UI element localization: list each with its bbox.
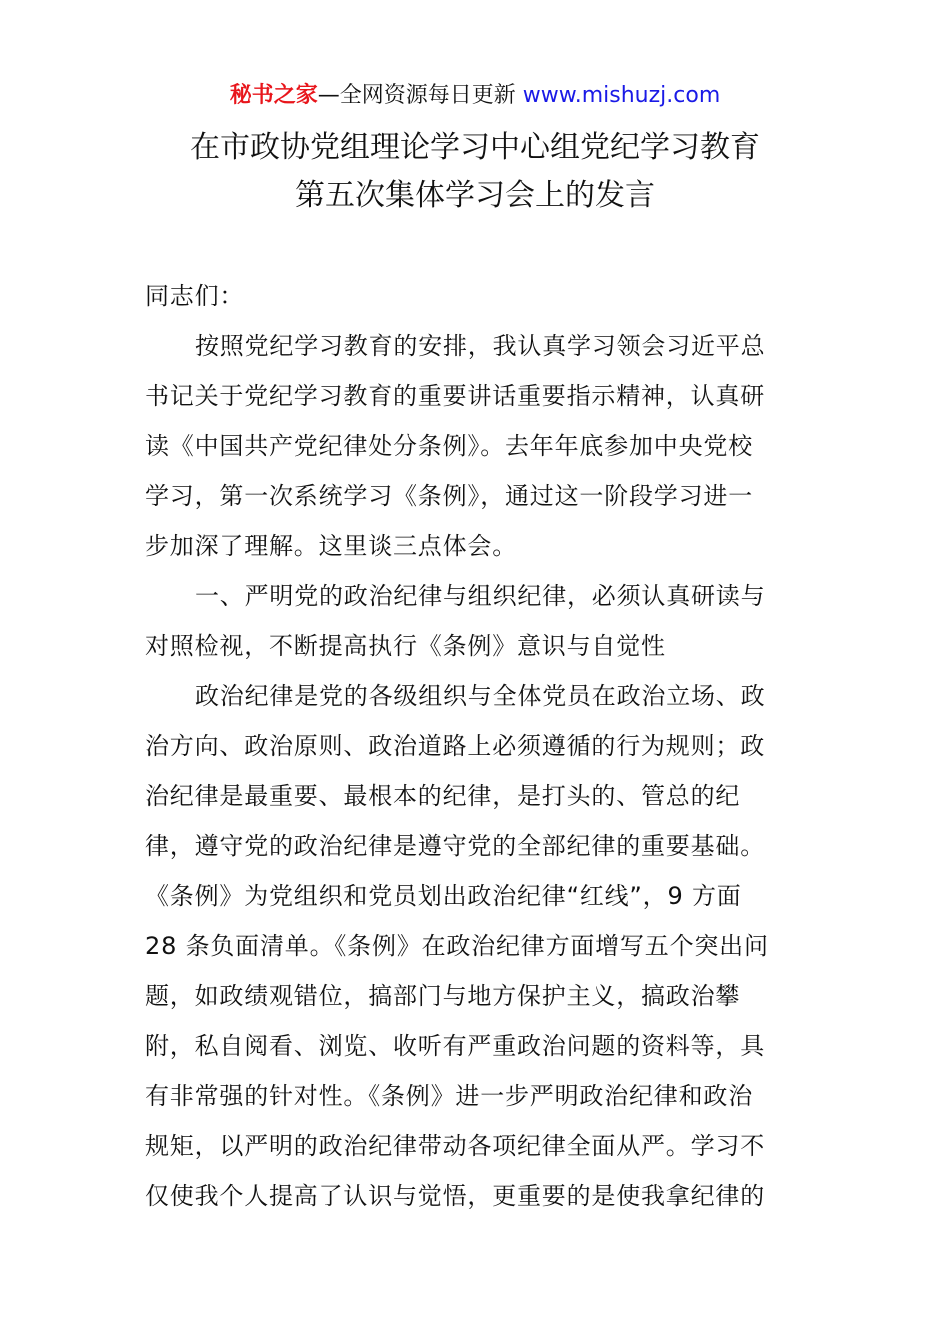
paragraph-line: 政治纪律是党的各级组织与全体党员在政治立场、政 <box>195 682 766 710</box>
site-url-link[interactable]: www.mishuzj.com <box>515 83 721 108</box>
paragraph-line: 规矩，以严明的政治纪律带动各项纪律全面从严。学习不 <box>145 1132 765 1160</box>
brand-name: 秘书之家 <box>229 83 318 108</box>
paragraph-line: 治方向、政治原则、政治道路上必须遵循的行为规则；政 <box>145 732 765 760</box>
paragraph-line: 学习，第一次系统学习《条例》，通过这一阶段学习进一 <box>145 482 753 510</box>
paragraph-line: 附，私自阅看、浏览、收听有严重政治问题的资料等，具 <box>145 1032 765 1060</box>
document-title-line-2: 第五次集体学习会上的发言 <box>295 178 655 213</box>
document-body <box>145 271 810 1221</box>
paragraph-line: 治纪律是最重要、最根本的纪律，是打头的、管总的纪 <box>145 782 741 810</box>
site-header <box>0 80 950 112</box>
paragraph-line: 题，如政绩观错位，搞部门与地方保护主义，搞政治攀 <box>145 982 741 1010</box>
paragraph-line: 按照党纪学习教育的安排，我认真学习领会习近平总 <box>195 332 766 360</box>
salutation: 同志们： <box>145 282 245 310</box>
header-tagline: —全网资源每日更新 <box>317 83 516 108</box>
paragraph-line: 《条例》为党组织和党员划出政治纪律“红线”，9 方面 <box>145 882 742 910</box>
section-heading-line: 对照检视，不断提高执行《条例》意识与自觉性 <box>145 632 666 660</box>
section-heading-line: 一、严明党的政治纪律与组织纪律，必须认真研读与 <box>195 582 766 610</box>
paragraph-line: 步加深了理解。这里谈三点体会。 <box>145 532 517 560</box>
paragraph-line: 28 条负面清单。《条例》在政治纪律方面增写五个突出问 <box>145 932 769 960</box>
paragraph-line: 书记关于党纪学习教育的重要讲话重要指示精神，认真研 <box>145 382 765 410</box>
paragraph-line: 仅使我个人提高了认识与觉悟，更重要的是使我拿纪律的 <box>145 1182 765 1210</box>
paragraph-line: 读《中国共产党纪律处分条例》。去年年底参加中央党校 <box>145 432 753 460</box>
document-title-line-1: 在市政协党组理论学习中心组党纪学习教育 <box>190 130 760 165</box>
paragraph-line: 律，遵守党的政治纪律是遵守党的全部纪律的重要基础。 <box>145 832 765 860</box>
paragraph-line: 有非常强的针对性。《条例》进一步严明政治纪律和政治 <box>145 1082 753 1110</box>
